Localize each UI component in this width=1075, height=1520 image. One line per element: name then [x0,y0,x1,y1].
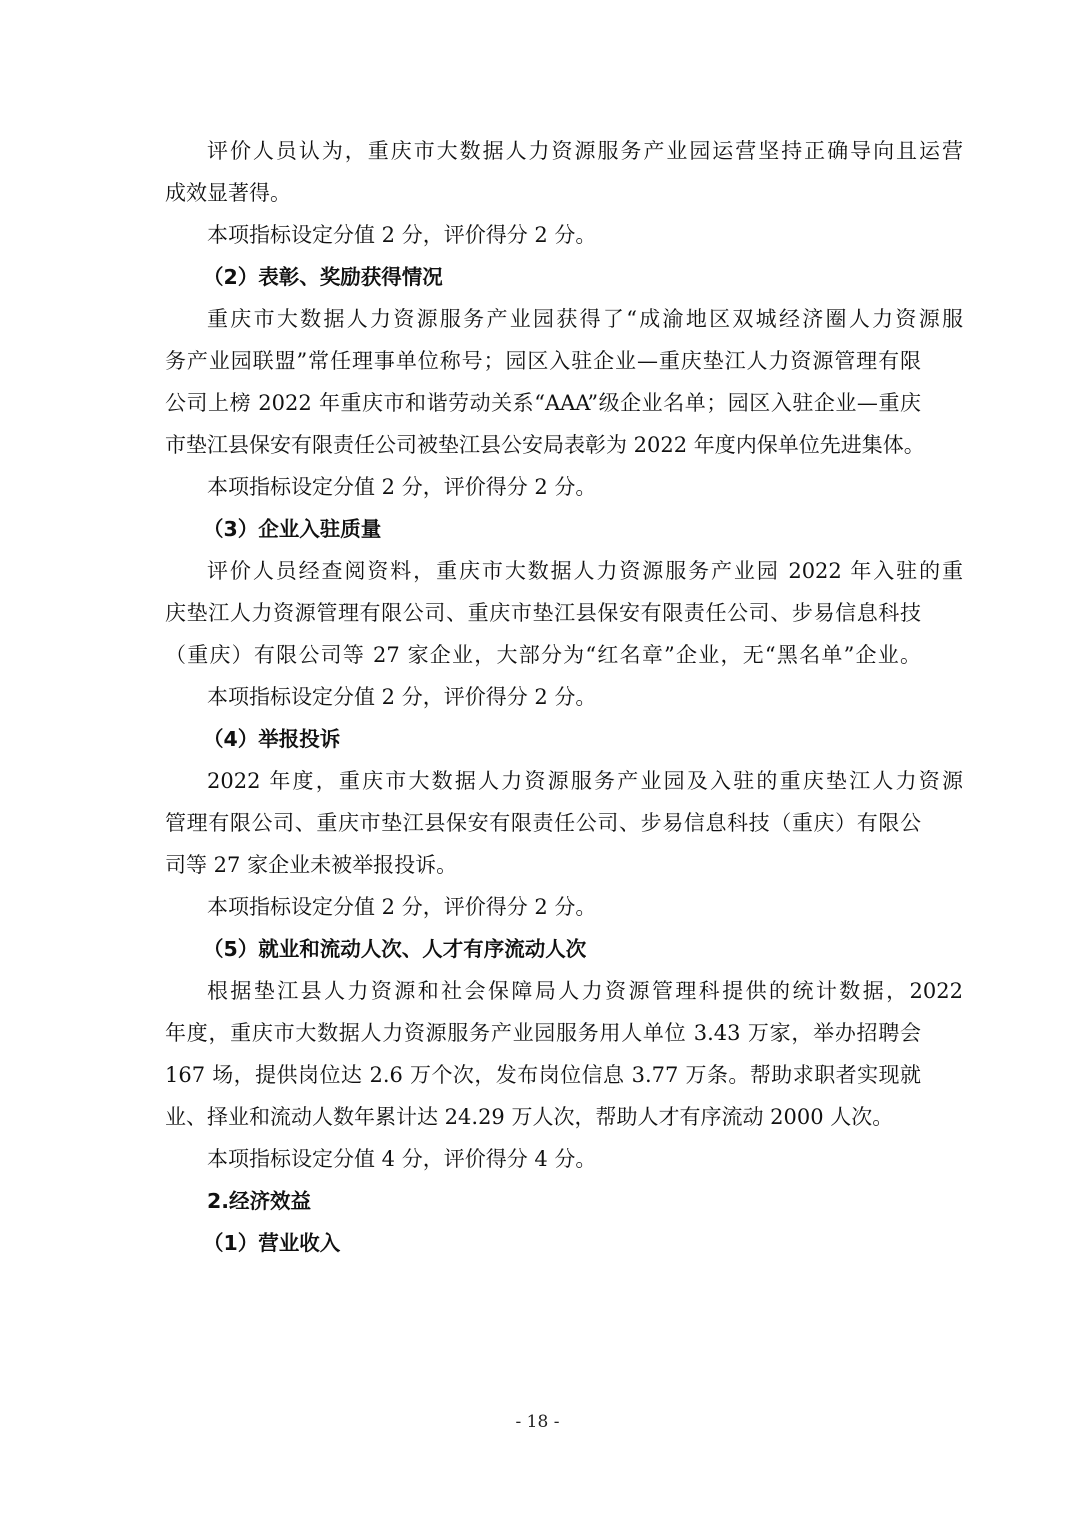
paragraph-line: 成效显著得。 [165,181,291,205]
section-heading: （5）就业和流动人次、人才有序流动人次 [203,937,587,961]
paragraph-line: （重庆）有限公司等 27 家企业，大部分为“红名章”企业，无“黑名单”企业。 [165,643,921,667]
paragraph-line: 167 场，提供岗位达 2.6 万个次，发布岗位信息 3.77 万条。帮助求职者实现就 [165,1063,921,1087]
paragraph-line: 重庆市大数据人力资源服务产业园获得了“成渝地区双城经济圈人力资源服 [207,307,963,331]
paragraph-line: 务产业园联盟”常任理事单位称号；园区入驻企业—重庆垫江人力资源管理有限 [165,349,921,373]
page-number: - 18 - [515,1412,560,1432]
paragraph-line: 庆垫江人力资源管理有限公司、重庆市垫江县保安有限责任公司、步易信息科技 [165,601,921,625]
score-line: 本项指标设定分值 2 分，评价得分 2 分。 [207,223,597,247]
section-heading: （2）表彰、奖励获得情况 [203,265,443,289]
paragraph-line: 管理有限公司、重庆市垫江县保安有限责任公司、步易信息科技（重庆）有限公 [165,811,921,835]
score-line: 本项指标设定分值 2 分，评价得分 2 分。 [207,475,597,499]
paragraph-line: 根据垫江县人力资源和社会保障局人力资源管理科提供的统计数据，2022 [207,979,963,1003]
section-heading: （4）举报投诉 [203,727,341,751]
score-line: 本项指标设定分值 2 分，评价得分 2 分。 [207,895,597,919]
paragraph-line: 业、择业和流动人数年累计达 24.29 万人次，帮助人才有序流动 2000 人次。 [165,1105,894,1129]
paragraph-line: 年度，重庆市大数据人力资源服务产业园服务用人单位 3.43 万家，举办招聘会 [165,1021,921,1045]
section-heading: （3）企业入驻质量 [203,517,382,541]
score-line: 本项指标设定分值 4 分，评价得分 4 分。 [207,1147,597,1171]
paragraph-line: 评价人员经查阅资料，重庆市大数据人力资源服务产业园 2022 年入驻的重 [207,559,963,583]
subsection-heading: （1）营业收入 [203,1231,341,1255]
paragraph-line: 公司上榜 2022 年重庆市和谐劳动关系“AAA”级企业名单；园区入驻企业—重庆 [165,391,921,415]
section-heading: 2.经济效益 [207,1189,312,1213]
score-line: 本项指标设定分值 2 分，评价得分 2 分。 [207,685,597,709]
paragraph-line: 市垫江县保安有限责任公司被垫江县公安局表彰为 2022 年度内保单位先进集体。 [165,433,925,457]
paragraph-line: 评价人员认为，重庆市大数据人力资源服务产业园运营坚持正确导向且运营 [207,139,963,163]
paragraph-line: 2022 年度，重庆市大数据人力资源服务产业园及入驻的重庆垫江人力资源 [207,769,963,793]
paragraph-line: 司等 27 家企业未被举报投诉。 [165,853,458,877]
